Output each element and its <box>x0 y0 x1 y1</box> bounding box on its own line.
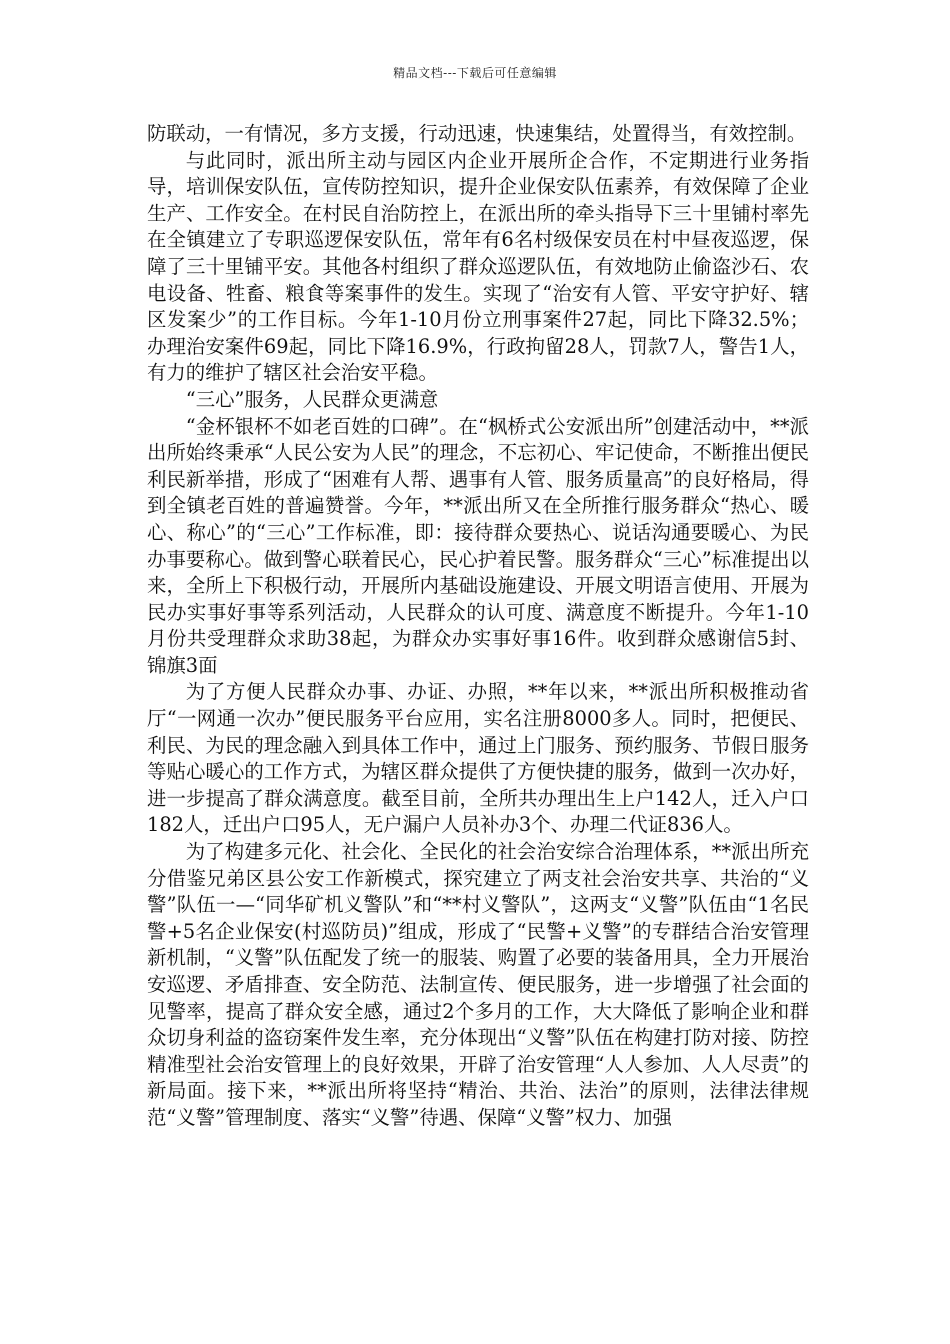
paragraph-4: 为了方便人民群众办事、办证、办照，**年以来，**派出所积极推动省厅“一网通一次办”便民服务平台应用，实名注册8000多人。同时，把便民、利民、为民的理念融入到具体工作中，通过上门服务、预约服务、节假日服务等贴心暖心的工作方式，为辖区群众提供了方便快捷的服务，做到一次办好，进一步提高了群众满意度。截至目前，全所共办理出生上户142人，迁入户口182人，迁出户口95人，无户漏户人员补办3个、办理二代证836人。 <box>147 680 809 837</box>
document-body <box>147 121 809 1132</box>
paragraph-1: 防联动，一有情况，多方支援，行动迅速，快速集结，处置得当，有效控制。 <box>147 122 807 145</box>
section-heading: “三心”服务，人民群众更满意 <box>185 387 439 411</box>
paragraph-3: “金杯银杯不如老百姓的口碑”。在“枫桥式公安派出所”创建活动中，**派出所始终秉承“人民公安为人民”的理念，不忘初心、牢记使命，不断推出便民利民新举措，形成了“困难有人帮、遇事有人管、服务质量高”的良好格局，得到全镇老百姓的普遍赞誉。今年，**派出所又在全所推行服务群众“热心、暖心、称心”的“三心”工作标准，即：接待群众要热心、说话沟通要暖心、为民办事要称心。做到警心联着民心，民心护着民警。服务群众“三心”标准提出以来，全所上下积极行动，开展所内基础设施建设、开展文明语言使用、开展为民办实事好事等系列活动，人民群众的认可度、满意度不断提升。今年1-10月份共受理群众求助38起，为群众办实事好事16件。收到群众感谢信5封、锦旗3面 <box>147 414 809 677</box>
paragraph-2: 与此同时，派出所主动与园区内企业开展所企合作，不定期进行业务指导，培训保安队伍，宣传防控知识，提升企业保安队伍素养，有效保障了企业生产、工作安全。在村民自治防控上，在派出所的牵头指导下三十里铺村率先在全镇建立了专职巡逻保安队伍，常年有6名村级保安员在村中昼夜巡逻，保障了三十里铺平安。其他各村组织了群众巡逻队伍，有效地防止偷盗沙石、农电设备、牲畜、粮食等案事件的发生。实现了“治安有人管、平安守护好、辖区发案少”的工作目标。今年1-10月份立刑事案件27起，同比下降32.5%；办理治安案件69起，同比下降16.9%，行政拘留28人，罚款7人，警告1人，有力的维护了辖区社会治安平稳。 <box>147 148 809 385</box>
page-header: 精品文档---下载后可任意编辑 <box>393 66 557 80</box>
paragraph-5: 为了构建多元化、社会化、全民化的社会治安综合治理体系，**派出所充分借鉴兄弟区县公安工作新模式，探究建立了两支社会治安共享、共治的“义警”队伍一—“同华矿机义警队”和“**村义警队”，这两支“义警”队伍由“1名民警+5名企业保安(村巡防员)”组成，形成了“民警+义警”的专群结合治安管理新机制，“义警”队伍配发了统一的服装、购置了必要的装备用具，全力开展治安巡逻、矛盾排查、安全防范、法制宣传、便民服务，进一步增强了社会面的见警率，提高了群众安全感，通过2个多月的工作，大大降低了影响企业和群众切身利益的盗窃案件发生率，充分体现出“义警”队伍在构建打防对接、防控精准型社会治安管理上的良好效果，开辟了治安管理“人人参加、人人尽责”的新局面。接下来，**派出所将坚持“精治、共治、法治”的原则，法律法律规范“义警”管理制度、落实“义警”待遇、保障“义警”权力、加强 <box>147 840 809 1129</box>
